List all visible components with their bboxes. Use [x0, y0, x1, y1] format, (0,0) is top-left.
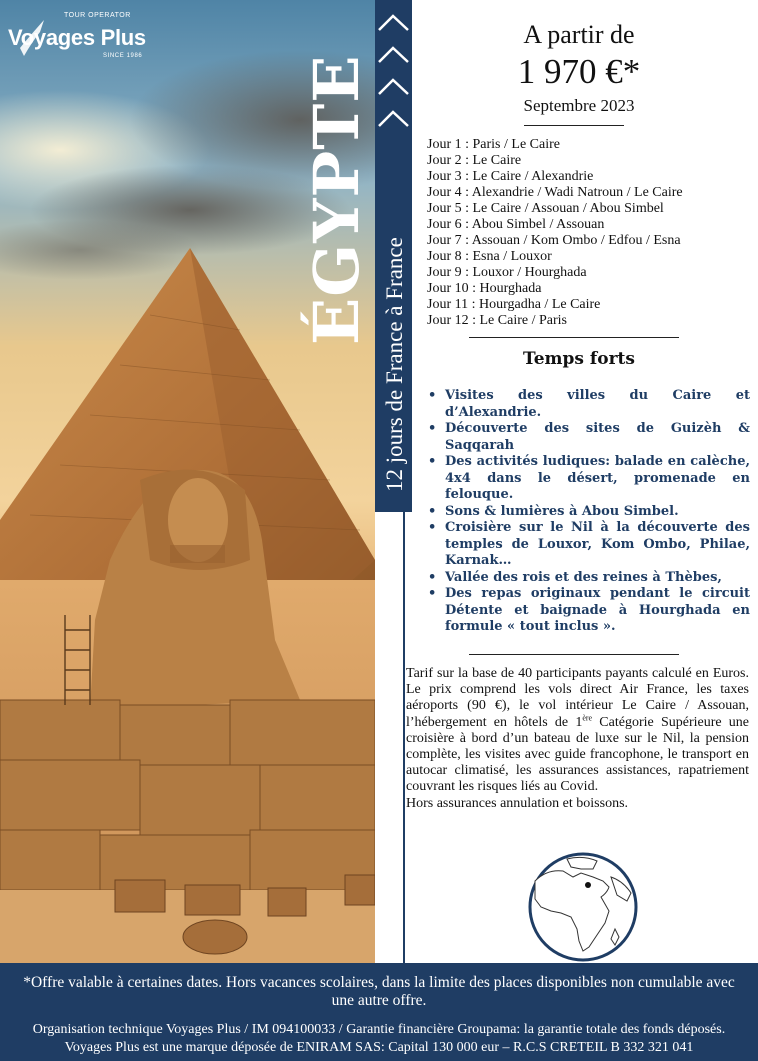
destination-title: ÉGYPTE [300, 54, 373, 345]
highlight-item: • Croisière sur le Nil à la découverte des temples de Louxor, Kom Ombo, Philae, Karnak… [428, 520, 750, 570]
pricing-exclusions: Hors assurances annulation et boissons. [406, 795, 629, 811]
africa-globe-icon [527, 851, 639, 963]
divider [469, 337, 679, 338]
price-intro: A partir de [523, 20, 635, 49]
highlight-item: • Des activités ludiques: balade en calèche, 4x4 dans le désert, promenade en felouque. [428, 454, 750, 504]
pricing-superscript: ère [582, 712, 593, 722]
highlight-item: • Visites des villes du Caire et d’Alexandrie. [428, 388, 750, 421]
itinerary-day: Jour 7 : Assouan / Kom Ombo / Edfou / Esna [427, 233, 681, 248]
itinerary-day: Jour 11 : Hourgadha / Le Caire [427, 297, 601, 312]
price-amount: 1 970 €* [517, 52, 641, 91]
itinerary-day: Jour 6 : Abou Simbel / Assouan [427, 217, 605, 232]
itinerary-day: Jour 3 : Le Caire / Alexandrie [427, 169, 594, 184]
highlight-item: • Sons & lumières à Abou Simbel. [428, 504, 750, 521]
itinerary-day: Jour 4 : Alexandrie / Wadi Natroun / Le Caire [427, 185, 683, 200]
brand-logo [8, 10, 178, 65]
itinerary-day: Jour 5 : Le Caire / Assouan / Abou Simbel [427, 201, 664, 216]
divider [524, 125, 624, 126]
vertical-divider [403, 512, 405, 963]
trip-duration-subtitle: 12 jours de France à France [382, 237, 407, 492]
highlight-item: • Des repas originaux pendant le circuit Détente et baignade à Hourghada en formule « tout inclus ». [428, 586, 750, 636]
pricing-text-continued: Catégorie Supérieure une croisière à bord d’un bateau de luxe sur le Nil, la pension complète, les visites avec guide francophone, le transport en autocar climatisé, les assurances assistances, rapatriement couvrant les risques liés au Covid. [406, 714, 750, 795]
pricing-conditions [406, 666, 749, 812]
itinerary-day: Jour 2 : Le Caire [427, 153, 522, 168]
departure-date: Septembre 2023 [523, 96, 635, 115]
highlights-list [428, 388, 750, 636]
brand-tagline-bottom: SINCE 1986 [103, 53, 143, 59]
highlight-item: • Découverte des sites de Guizèh & Saqqarah [428, 421, 750, 454]
offer-disclaimer: *Offre valable à certaines dates. Hors vacances scolaires, dans la limite des places disponibles non cumulable avec une autre offre. [23, 974, 735, 1009]
itinerary-day: Jour 10 : Hourghada [427, 281, 542, 296]
highlights-title: Temps forts [523, 349, 635, 369]
footer [0, 963, 758, 1061]
itinerary-list [427, 137, 683, 329]
brand-name: Voyages Plus [8, 25, 146, 50]
legal-notice: Organisation technique Voyages Plus / IM 094100033 / Garantie financière Groupama: la garantie totale des fonds déposés. Voyages Plus est une marque déposée de ENIRAM SAS: Capital 130 000 eur – R.C.S CRETEIL B 332 321 041 [32, 1022, 726, 1055]
pricing-text: Tarif sur la base de 40 participants payants calculé en Euros. Le prix comprend les vols direct Air France, les taxes aéroports (90 €), le vol intérieur Le Caire / Assouan, l’hébergement en hôtels de 1 [406, 666, 749, 730]
highlight-item: • Vallée des rois et des reines à Thèbes, [428, 570, 750, 587]
itinerary-day: Jour 1 : Paris / Le Caire [427, 137, 560, 152]
brand-tagline-top: TOUR OPERATOR [64, 12, 131, 19]
divider [469, 654, 679, 655]
itinerary-day: Jour 8 : Esna / Louxor [427, 249, 552, 264]
itinerary-day: Jour 9 : Louxor / Hourghada [427, 265, 587, 280]
itinerary-day: Jour 12 : Le Caire / Paris [427, 313, 567, 328]
chevron-up-icon [375, 0, 412, 160]
